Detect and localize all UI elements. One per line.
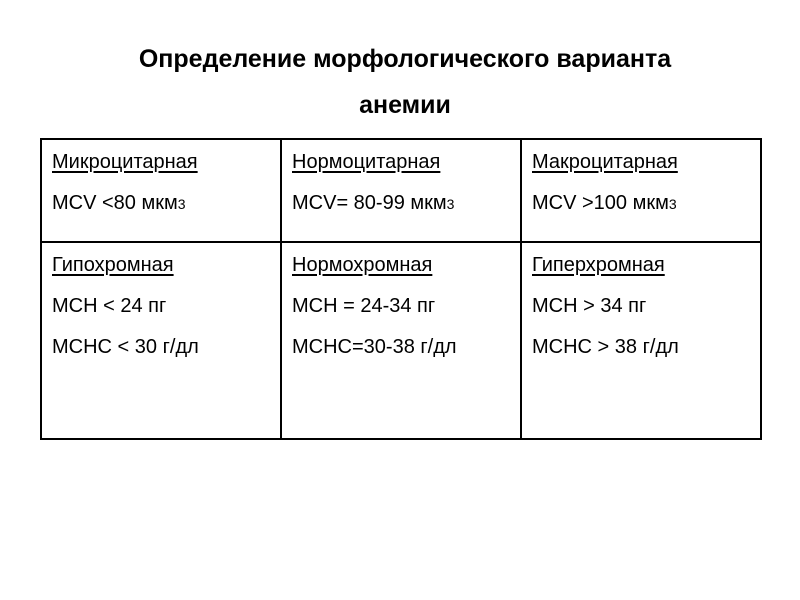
cell-value: MCH > 34 пг bbox=[532, 295, 647, 317]
cell-value: MCHC=30-38 г/дл bbox=[292, 336, 457, 358]
cell-heading: Микроцитарная bbox=[52, 151, 198, 173]
cell-heading: Нормоцитарная bbox=[292, 151, 441, 173]
cell-heading: Макроцитарная bbox=[532, 151, 678, 173]
cell-value: MCH = 24-34 пг bbox=[292, 295, 436, 317]
cell-heading: Гиперхромная bbox=[532, 254, 665, 276]
table-row-mcv bbox=[41, 139, 761, 242]
cell-value: MCHC > 38 г/дл bbox=[532, 336, 679, 358]
cell-heading: Гипохромная bbox=[52, 254, 174, 276]
cell-microcytic bbox=[41, 139, 281, 242]
cell-value: MCV >100 мкм3 bbox=[532, 192, 677, 214]
cell-hyperchromic bbox=[521, 242, 761, 439]
cell-macrocytic bbox=[521, 139, 761, 242]
cell-heading: Нормохромная bbox=[292, 254, 433, 276]
cell-value: MCV= 80-99 мкм3 bbox=[292, 192, 455, 214]
page-title bbox=[40, 36, 770, 128]
anemia-classification-table bbox=[40, 138, 762, 440]
cell-value: MCHC < 30 г/дл bbox=[52, 336, 199, 358]
cell-value: MCH < 24 пг bbox=[52, 295, 167, 317]
title-line-1: Определение морфологического варианта bbox=[138, 45, 672, 73]
title-line-2: анемии bbox=[359, 91, 451, 119]
cell-value: MCV <80 мкм3 bbox=[52, 192, 186, 214]
cell-normocytic bbox=[281, 139, 521, 242]
cell-normochromic bbox=[281, 242, 521, 439]
table-row-mch bbox=[41, 242, 761, 439]
cell-hypochromic bbox=[41, 242, 281, 439]
